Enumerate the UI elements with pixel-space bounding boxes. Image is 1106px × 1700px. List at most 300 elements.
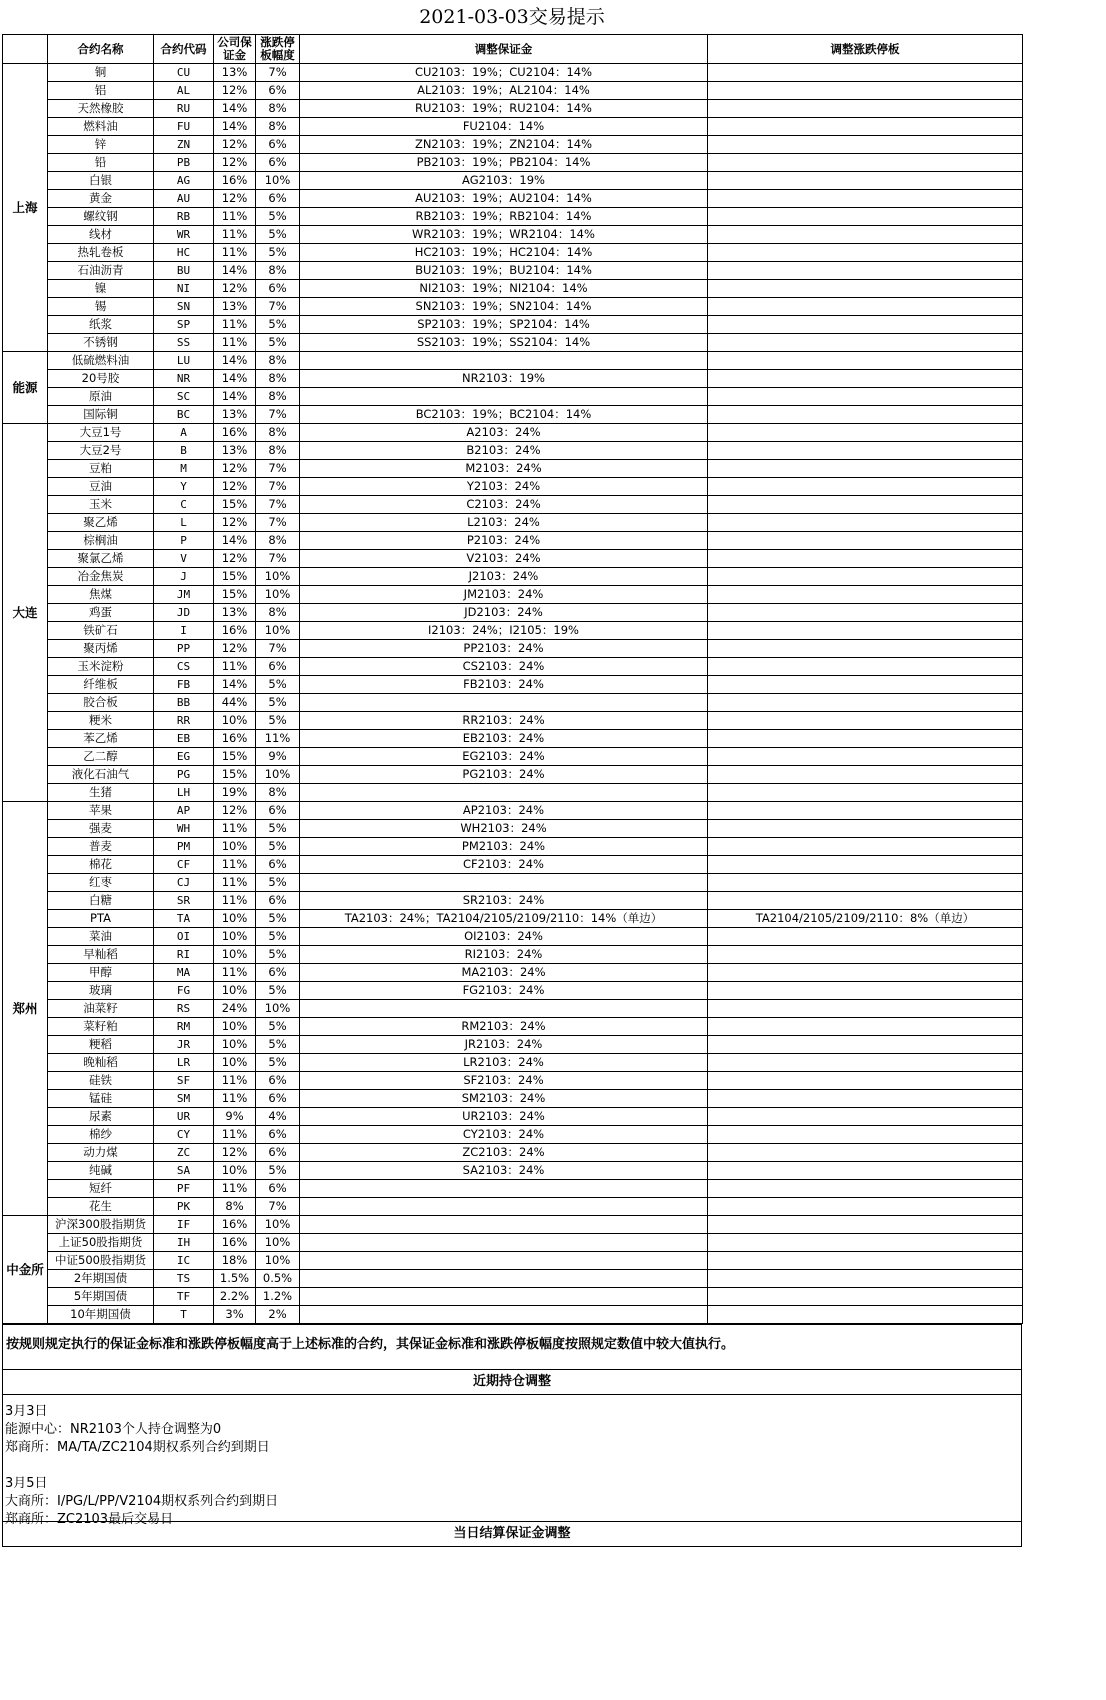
- adjusted-margin: PM2103：24%: [300, 838, 708, 856]
- limit-range: 8%: [256, 784, 300, 802]
- adjusted-margin: SA2103：24%: [300, 1162, 708, 1180]
- contract-name: 晚籼稻: [48, 1054, 154, 1072]
- contract-code: AG: [154, 172, 214, 190]
- contract-name: 菜油: [48, 928, 154, 946]
- adjusted-limit: [708, 586, 1023, 604]
- company-margin: 15%: [214, 496, 256, 514]
- adjusted-limit: [708, 802, 1023, 820]
- adjusted-limit: [708, 1216, 1023, 1234]
- limit-range: 10%: [256, 568, 300, 586]
- contract-name: 油菜籽: [48, 1000, 154, 1018]
- adjusted-limit: [708, 1072, 1023, 1090]
- contract-name: 螺纹钢: [48, 208, 154, 226]
- table-row: [3, 1288, 1023, 1306]
- adjusted-limit: [708, 118, 1023, 136]
- contract-code: RM: [154, 1018, 214, 1036]
- header-margin: 公司保证金: [214, 35, 256, 64]
- contract-code: CJ: [154, 874, 214, 892]
- company-margin: 10%: [214, 910, 256, 928]
- limit-range: 8%: [256, 388, 300, 406]
- contract-code: SC: [154, 388, 214, 406]
- contract-name: 生猪: [48, 784, 154, 802]
- limit-range: 5%: [256, 334, 300, 352]
- contract-name: 早籼稻: [48, 946, 154, 964]
- contract-code: P: [154, 532, 214, 550]
- contract-name: 菜籽粕: [48, 1018, 154, 1036]
- contract-code: L: [154, 514, 214, 532]
- contract-code: LU: [154, 352, 214, 370]
- contract-code: TS: [154, 1270, 214, 1288]
- header-exchange: [3, 35, 48, 64]
- company-margin: 10%: [214, 946, 256, 964]
- limit-range: 6%: [256, 856, 300, 874]
- adjusted-margin: AU2103：19%；AU2104：14%: [300, 190, 708, 208]
- adjusted-limit: [708, 154, 1023, 172]
- adjusted-margin: CS2103：24%: [300, 658, 708, 676]
- company-margin: 11%: [214, 1072, 256, 1090]
- contract-code: BC: [154, 406, 214, 424]
- adjusted-limit: [708, 982, 1023, 1000]
- table-row: [3, 640, 1023, 658]
- table-row: [3, 838, 1023, 856]
- limit-range: 7%: [256, 406, 300, 424]
- limit-range: 7%: [256, 496, 300, 514]
- header-adj-margin: 调整保证金: [300, 35, 708, 64]
- table-header: [3, 35, 1023, 64]
- limit-range: 7%: [256, 478, 300, 496]
- company-margin: 24%: [214, 1000, 256, 1018]
- limit-range: 5%: [256, 676, 300, 694]
- adjusted-limit: [708, 406, 1023, 424]
- limit-range: 6%: [256, 136, 300, 154]
- adjusted-margin: SP2103：19%；SP2104：14%: [300, 316, 708, 334]
- contract-name: 20号胶: [48, 370, 154, 388]
- adjusted-margin: [300, 1234, 708, 1252]
- adjusted-margin: RR2103：24%: [300, 712, 708, 730]
- adjusted-margin: AG2103：19%: [300, 172, 708, 190]
- limit-range: 5%: [256, 244, 300, 262]
- limit-range: 6%: [256, 190, 300, 208]
- limit-range: 6%: [256, 892, 300, 910]
- limit-range: 8%: [256, 370, 300, 388]
- company-margin: 15%: [214, 568, 256, 586]
- company-margin: 11%: [214, 856, 256, 874]
- contract-code: UR: [154, 1108, 214, 1126]
- contract-name: 国际铜: [48, 406, 154, 424]
- table-row: [3, 388, 1023, 406]
- contract-code: PM: [154, 838, 214, 856]
- adjusted-limit: [708, 892, 1023, 910]
- table-row: [3, 874, 1023, 892]
- contract-name: 苯乙烯: [48, 730, 154, 748]
- limit-range: 7%: [256, 64, 300, 82]
- limit-range: 7%: [256, 298, 300, 316]
- limit-range: 8%: [256, 100, 300, 118]
- table-row: [3, 280, 1023, 298]
- company-margin: 16%: [214, 1216, 256, 1234]
- table-row: [3, 1126, 1023, 1144]
- limit-range: 0.5%: [256, 1270, 300, 1288]
- rule-note: 按规则规定执行的保证金标准和涨跌停板幅度高于上述标准的合约，其保证金标准和涨跌停板幅度按照规定数值中较大值执行。: [2, 1324, 1022, 1370]
- adjusted-limit: [708, 1180, 1023, 1198]
- adjusted-margin: [300, 1180, 708, 1198]
- adjusted-limit: [708, 388, 1023, 406]
- adjusted-margin: HC2103：19%；HC2104：14%: [300, 244, 708, 262]
- adjusted-margin: PP2103：24%: [300, 640, 708, 658]
- company-margin: 10%: [214, 928, 256, 946]
- contract-code: LH: [154, 784, 214, 802]
- limit-range: 8%: [256, 442, 300, 460]
- adjusted-limit: [708, 1270, 1023, 1288]
- adjusted-limit: [708, 550, 1023, 568]
- contract-name: 纯碱: [48, 1162, 154, 1180]
- company-margin: 13%: [214, 406, 256, 424]
- limit-range: 5%: [256, 820, 300, 838]
- adjusted-margin: EG2103：24%: [300, 748, 708, 766]
- table-row: [3, 1144, 1023, 1162]
- limit-range: 10%: [256, 622, 300, 640]
- limit-range: 5%: [256, 316, 300, 334]
- company-margin: 16%: [214, 172, 256, 190]
- limit-range: 5%: [256, 946, 300, 964]
- contract-code: ZC: [154, 1144, 214, 1162]
- contract-code: OI: [154, 928, 214, 946]
- company-margin: 14%: [214, 532, 256, 550]
- adjusted-limit: [708, 316, 1023, 334]
- contract-code: RS: [154, 1000, 214, 1018]
- contract-code: SA: [154, 1162, 214, 1180]
- contract-code: PB: [154, 154, 214, 172]
- adjusted-margin: CF2103：24%: [300, 856, 708, 874]
- table-row: [3, 730, 1023, 748]
- adjusted-margin: V2103：24%: [300, 550, 708, 568]
- adjusted-margin: BC2103：19%；BC2104：14%: [300, 406, 708, 424]
- contract-code: WR: [154, 226, 214, 244]
- table-row: [3, 928, 1023, 946]
- adjusted-limit: [708, 856, 1023, 874]
- adjusted-margin: JR2103：24%: [300, 1036, 708, 1054]
- adjusted-margin: SN2103：19%；SN2104：14%: [300, 298, 708, 316]
- note-line: [5, 1457, 1019, 1475]
- adjusted-limit: [708, 730, 1023, 748]
- contract-name: 鸡蛋: [48, 604, 154, 622]
- contract-code: PK: [154, 1198, 214, 1216]
- contract-name: 尿素: [48, 1108, 154, 1126]
- adjusted-limit: [708, 1018, 1023, 1036]
- contract-name: 10年期国债: [48, 1306, 154, 1324]
- adjusted-limit: [708, 1108, 1023, 1126]
- adjusted-limit: [708, 352, 1023, 370]
- limit-range: 5%: [256, 226, 300, 244]
- limit-range: 5%: [256, 712, 300, 730]
- contract-name: 锌: [48, 136, 154, 154]
- table-row: [3, 658, 1023, 676]
- adjusted-margin: L2103：24%: [300, 514, 708, 532]
- adjusted-margin: [300, 694, 708, 712]
- contract-name: 胶合板: [48, 694, 154, 712]
- contract-code: PF: [154, 1180, 214, 1198]
- company-margin: 14%: [214, 352, 256, 370]
- contract-code: PP: [154, 640, 214, 658]
- adjusted-limit: [708, 82, 1023, 100]
- contract-code: SS: [154, 334, 214, 352]
- adjusted-limit: [708, 874, 1023, 892]
- contract-code: IH: [154, 1234, 214, 1252]
- company-margin: 15%: [214, 766, 256, 784]
- limit-range: 1.2%: [256, 1288, 300, 1306]
- table-row: [3, 802, 1023, 820]
- contract-name: 线材: [48, 226, 154, 244]
- contract-code: CS: [154, 658, 214, 676]
- contract-code: AL: [154, 82, 214, 100]
- adjusted-limit: [708, 172, 1023, 190]
- adjusted-margin: Y2103：24%: [300, 478, 708, 496]
- adjusted-margin: AL2103：19%；AL2104：14%: [300, 82, 708, 100]
- table-row: [3, 910, 1023, 928]
- table-row: [3, 532, 1023, 550]
- adjusted-margin: UR2103：24%: [300, 1108, 708, 1126]
- company-margin: 14%: [214, 370, 256, 388]
- adjusted-limit: [708, 532, 1023, 550]
- adjusted-limit: [708, 928, 1023, 946]
- company-margin: 12%: [214, 136, 256, 154]
- exchange-cell: 郑州: [3, 802, 48, 1216]
- adjusted-limit: [708, 1036, 1023, 1054]
- table-row: [3, 424, 1023, 442]
- limit-range: 5%: [256, 910, 300, 928]
- table-row: [3, 334, 1023, 352]
- contract-code: B: [154, 442, 214, 460]
- limit-range: 8%: [256, 118, 300, 136]
- table-row: [3, 1216, 1023, 1234]
- contract-name: 动力煤: [48, 1144, 154, 1162]
- contract-code: A: [154, 424, 214, 442]
- company-margin: 15%: [214, 586, 256, 604]
- company-margin: 13%: [214, 298, 256, 316]
- header-code: 合约代码: [154, 35, 214, 64]
- header-adj-limit: 调整涨跌停板: [708, 35, 1023, 64]
- contract-code: RI: [154, 946, 214, 964]
- contract-code: HC: [154, 244, 214, 262]
- limit-range: 7%: [256, 640, 300, 658]
- adjusted-limit: [708, 766, 1023, 784]
- limit-range: 5%: [256, 1036, 300, 1054]
- adjusted-limit: [708, 442, 1023, 460]
- limit-range: 10%: [256, 586, 300, 604]
- limit-range: 6%: [256, 1144, 300, 1162]
- contract-code: JR: [154, 1036, 214, 1054]
- table-row: [3, 1000, 1023, 1018]
- table-row: [3, 64, 1023, 82]
- adjusted-limit: [708, 424, 1023, 442]
- company-margin: 19%: [214, 784, 256, 802]
- limit-range: 10%: [256, 1216, 300, 1234]
- contract-code: BU: [154, 262, 214, 280]
- contract-code: CU: [154, 64, 214, 82]
- adjusted-margin: LR2103：24%: [300, 1054, 708, 1072]
- adjusted-limit: [708, 820, 1023, 838]
- table-row: [3, 478, 1023, 496]
- company-margin: 14%: [214, 118, 256, 136]
- adjusted-margin: WH2103：24%: [300, 820, 708, 838]
- contract-code: CY: [154, 1126, 214, 1144]
- limit-range: 6%: [256, 1072, 300, 1090]
- company-margin: 1.5%: [214, 1270, 256, 1288]
- contract-name: 聚丙烯: [48, 640, 154, 658]
- adjusted-margin: B2103：24%: [300, 442, 708, 460]
- company-margin: 11%: [214, 244, 256, 262]
- adjusted-limit: [708, 658, 1023, 676]
- adjusted-limit: [708, 460, 1023, 478]
- table-row: [3, 460, 1023, 478]
- adjusted-margin: MA2103：24%: [300, 964, 708, 982]
- contract-code: Y: [154, 478, 214, 496]
- contract-name: 铅: [48, 154, 154, 172]
- company-margin: 11%: [214, 334, 256, 352]
- adjusted-margin: P2103：24%: [300, 532, 708, 550]
- exchange-cell: 中金所: [3, 1216, 48, 1324]
- contract-name: 液化石油气: [48, 766, 154, 784]
- limit-range: 5%: [256, 694, 300, 712]
- contract-code: BB: [154, 694, 214, 712]
- adjusted-margin: [300, 388, 708, 406]
- note-line: 能源中心：NR2103个人持仓调整为0: [5, 1422, 222, 1437]
- adjusted-margin: [300, 1216, 708, 1234]
- adjusted-margin: [300, 1198, 708, 1216]
- contract-code: RB: [154, 208, 214, 226]
- contract-code: FG: [154, 982, 214, 1000]
- adjusted-limit: [708, 136, 1023, 154]
- limit-range: 5%: [256, 874, 300, 892]
- table-row: [3, 1180, 1023, 1198]
- contract-code: PG: [154, 766, 214, 784]
- contract-name: 热轧卷板: [48, 244, 154, 262]
- adjusted-limit: [708, 604, 1023, 622]
- limit-range: 10%: [256, 1252, 300, 1270]
- adjusted-limit: [708, 262, 1023, 280]
- contract-name: 上证50股指期货: [48, 1234, 154, 1252]
- company-margin: 12%: [214, 802, 256, 820]
- contract-code: V: [154, 550, 214, 568]
- contract-code: EB: [154, 730, 214, 748]
- page-title: 2021-03-03交易提示: [419, 6, 605, 28]
- adjusted-limit: [708, 478, 1023, 496]
- company-margin: 11%: [214, 892, 256, 910]
- adjusted-limit: [708, 280, 1023, 298]
- adjusted-margin: SF2103：24%: [300, 1072, 708, 1090]
- contract-name: 乙二醇: [48, 748, 154, 766]
- limit-range: 5%: [256, 838, 300, 856]
- company-margin: 12%: [214, 1144, 256, 1162]
- contract-name: 大豆1号: [48, 424, 154, 442]
- adjusted-limit: [708, 712, 1023, 730]
- limit-range: 8%: [256, 604, 300, 622]
- contract-name: 黄金: [48, 190, 154, 208]
- adjusted-margin: ZN2103：19%；ZN2104：14%: [300, 136, 708, 154]
- contract-code: I: [154, 622, 214, 640]
- adjusted-margin: [300, 1288, 708, 1306]
- company-margin: 16%: [214, 622, 256, 640]
- company-margin: 13%: [214, 442, 256, 460]
- table-row: [3, 604, 1023, 622]
- table-row: [3, 586, 1023, 604]
- company-margin: 14%: [214, 262, 256, 280]
- adjusted-limit: [708, 514, 1023, 532]
- company-margin: 10%: [214, 838, 256, 856]
- table-row: [3, 1252, 1023, 1270]
- adjusted-margin: FB2103：24%: [300, 676, 708, 694]
- company-margin: 10%: [214, 1018, 256, 1036]
- company-margin: 3%: [214, 1306, 256, 1324]
- limit-range: 6%: [256, 280, 300, 298]
- company-margin: 12%: [214, 154, 256, 172]
- limit-range: 2%: [256, 1306, 300, 1324]
- contract-code: AU: [154, 190, 214, 208]
- adjusted-limit: [708, 1144, 1023, 1162]
- adjusted-margin: NI2103：19%；NI2104：14%: [300, 280, 708, 298]
- adjusted-limit: [708, 1090, 1023, 1108]
- adjusted-margin: PB2103：19%；PB2104：14%: [300, 154, 708, 172]
- adjusted-limit: [708, 838, 1023, 856]
- contract-code: RR: [154, 712, 214, 730]
- table-row: [3, 1108, 1023, 1126]
- contract-code: TF: [154, 1288, 214, 1306]
- contract-name: 中证500股指期货: [48, 1252, 154, 1270]
- limit-range: 8%: [256, 424, 300, 442]
- table-row: [3, 1162, 1023, 1180]
- company-margin: 14%: [214, 388, 256, 406]
- contract-name: 棉花: [48, 856, 154, 874]
- adjusted-margin: NR2103：19%: [300, 370, 708, 388]
- contract-name: 燃料油: [48, 118, 154, 136]
- adjusted-margin: PG2103：24%: [300, 766, 708, 784]
- table-row: [3, 262, 1023, 280]
- contract-code: M: [154, 460, 214, 478]
- contract-name: 强麦: [48, 820, 154, 838]
- contract-code: T: [154, 1306, 214, 1324]
- contract-code: SP: [154, 316, 214, 334]
- adjusted-limit: [708, 100, 1023, 118]
- table-row: [3, 1306, 1023, 1324]
- contract-name: 锰硅: [48, 1090, 154, 1108]
- table-row: [3, 676, 1023, 694]
- adjusted-margin: CU2103：19%；CU2104：14%: [300, 64, 708, 82]
- adjusted-limit: [708, 964, 1023, 982]
- contract-name: 白糖: [48, 892, 154, 910]
- table-row: [3, 964, 1023, 982]
- table-row: [3, 784, 1023, 802]
- table-row: [3, 1090, 1023, 1108]
- company-margin: 8%: [214, 1198, 256, 1216]
- table-row: [3, 712, 1023, 730]
- contract-name: 聚氯乙烯: [48, 550, 154, 568]
- contract-name: 5年期国债: [48, 1288, 154, 1306]
- adjusted-limit: [708, 370, 1023, 388]
- note-line: 郑商所：MA/TA/ZC2104期权系列合约到期日: [5, 1440, 270, 1455]
- contract-code: SR: [154, 892, 214, 910]
- company-margin: 13%: [214, 64, 256, 82]
- limit-range: 5%: [256, 208, 300, 226]
- contract-code: EG: [154, 748, 214, 766]
- adjusted-margin: FG2103：24%: [300, 982, 708, 1000]
- table-row: [3, 820, 1023, 838]
- company-margin: 16%: [214, 1234, 256, 1252]
- contract-name: 豆粕: [48, 460, 154, 478]
- adjusted-limit: [708, 190, 1023, 208]
- company-margin: 10%: [214, 1162, 256, 1180]
- contract-code: RU: [154, 100, 214, 118]
- contract-name: 短纤: [48, 1180, 154, 1198]
